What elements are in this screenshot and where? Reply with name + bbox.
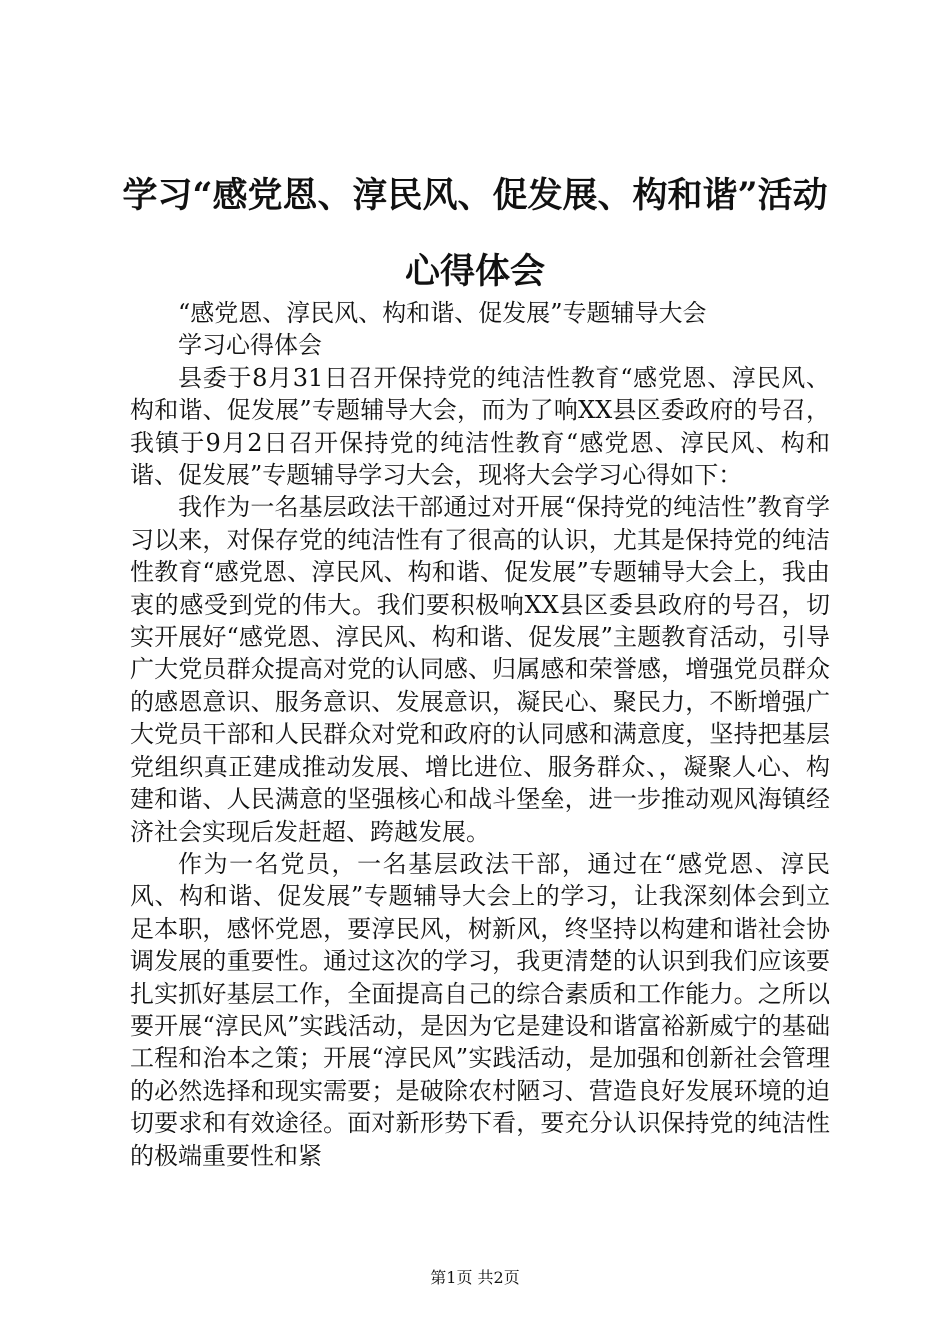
document-body [130, 297, 830, 1172]
paragraph: 县委于8月31日召开保持党的纯洁性教育“感党恩、淳民风、构和谐、促发展”专题辅导大会，而为了响XX县区委政府的号召，我镇于9月2日召开保持党的纯洁性教育“感党恩、淳民风、构和谐、促发展”专题辅导学习大会，现将大会学习心得如下： [130, 363, 830, 490]
page-number: 第1页 共2页 [430, 1268, 520, 1287]
subtitle-line: 学习心得体会 [178, 331, 322, 360]
paragraph: 我作为一名基层政法干部通过对开展“保持党的纯洁性”教育学习以来，对保存党的纯洁性有了很高的认识，尤其是保持党的纯洁性教育“感党恩、淳民风、构和谐、促发展”专题辅导大会上，我由衷的感受到党的伟大。我们要积极响XX县区委县政府的号召，切实开展好“感党恩、淳民风、构和谐、促发展”主题教育活动，引导广大党员群众提高对党的认同感、归属感和荣誉感，增强党员群众的感恩意识、服务意识、发展意识，凝民心、聚民力，不断增强广大党员干部和人民群众对党和政府的认同感和满意度，坚持把基层党组织真正建成推动发展、增比进位、服务群众、，凝聚人心、构建和谐、人民满意的坚强核心和战斗堡垒，进一步推动观风海镇经济社会实现后发赶超、跨越发展。 [130, 493, 830, 846]
document-title: 学习“感党恩、淳民风、促发展、构和谐”活动心得体会 [122, 175, 828, 292]
paragraph: 作为一名党员，一名基层政法干部，通过在“感党恩、淳民风、构和谐、促发展”专题辅导大会上的学习，让我深刻体会到立足本职，感怀党恩，要淳民风，树新风，终坚持以构建和谐社会协调发展的重要性。通过这次的学习，我更清楚的认识到我们应该要扎实抓好基层工作，全面提高自己的综合素质和工作能力。之所以要开展“淳民风”实践活动，是因为它是建设和谐富裕新威宁的基础工程和治本之策；开展“淳民风”实践活动，是加强和创新社会管理的必然选择和现实需要；是破除农村陋习、营造良好发展环境的迫切要求和有效途径。面对新形势下看，要充分认识保持党的纯洁性的极端重要性和紧 [130, 849, 830, 1170]
subtitle-line: “感党恩、淳民风、构和谐、促发展”专题辅导大会 [178, 299, 707, 327]
